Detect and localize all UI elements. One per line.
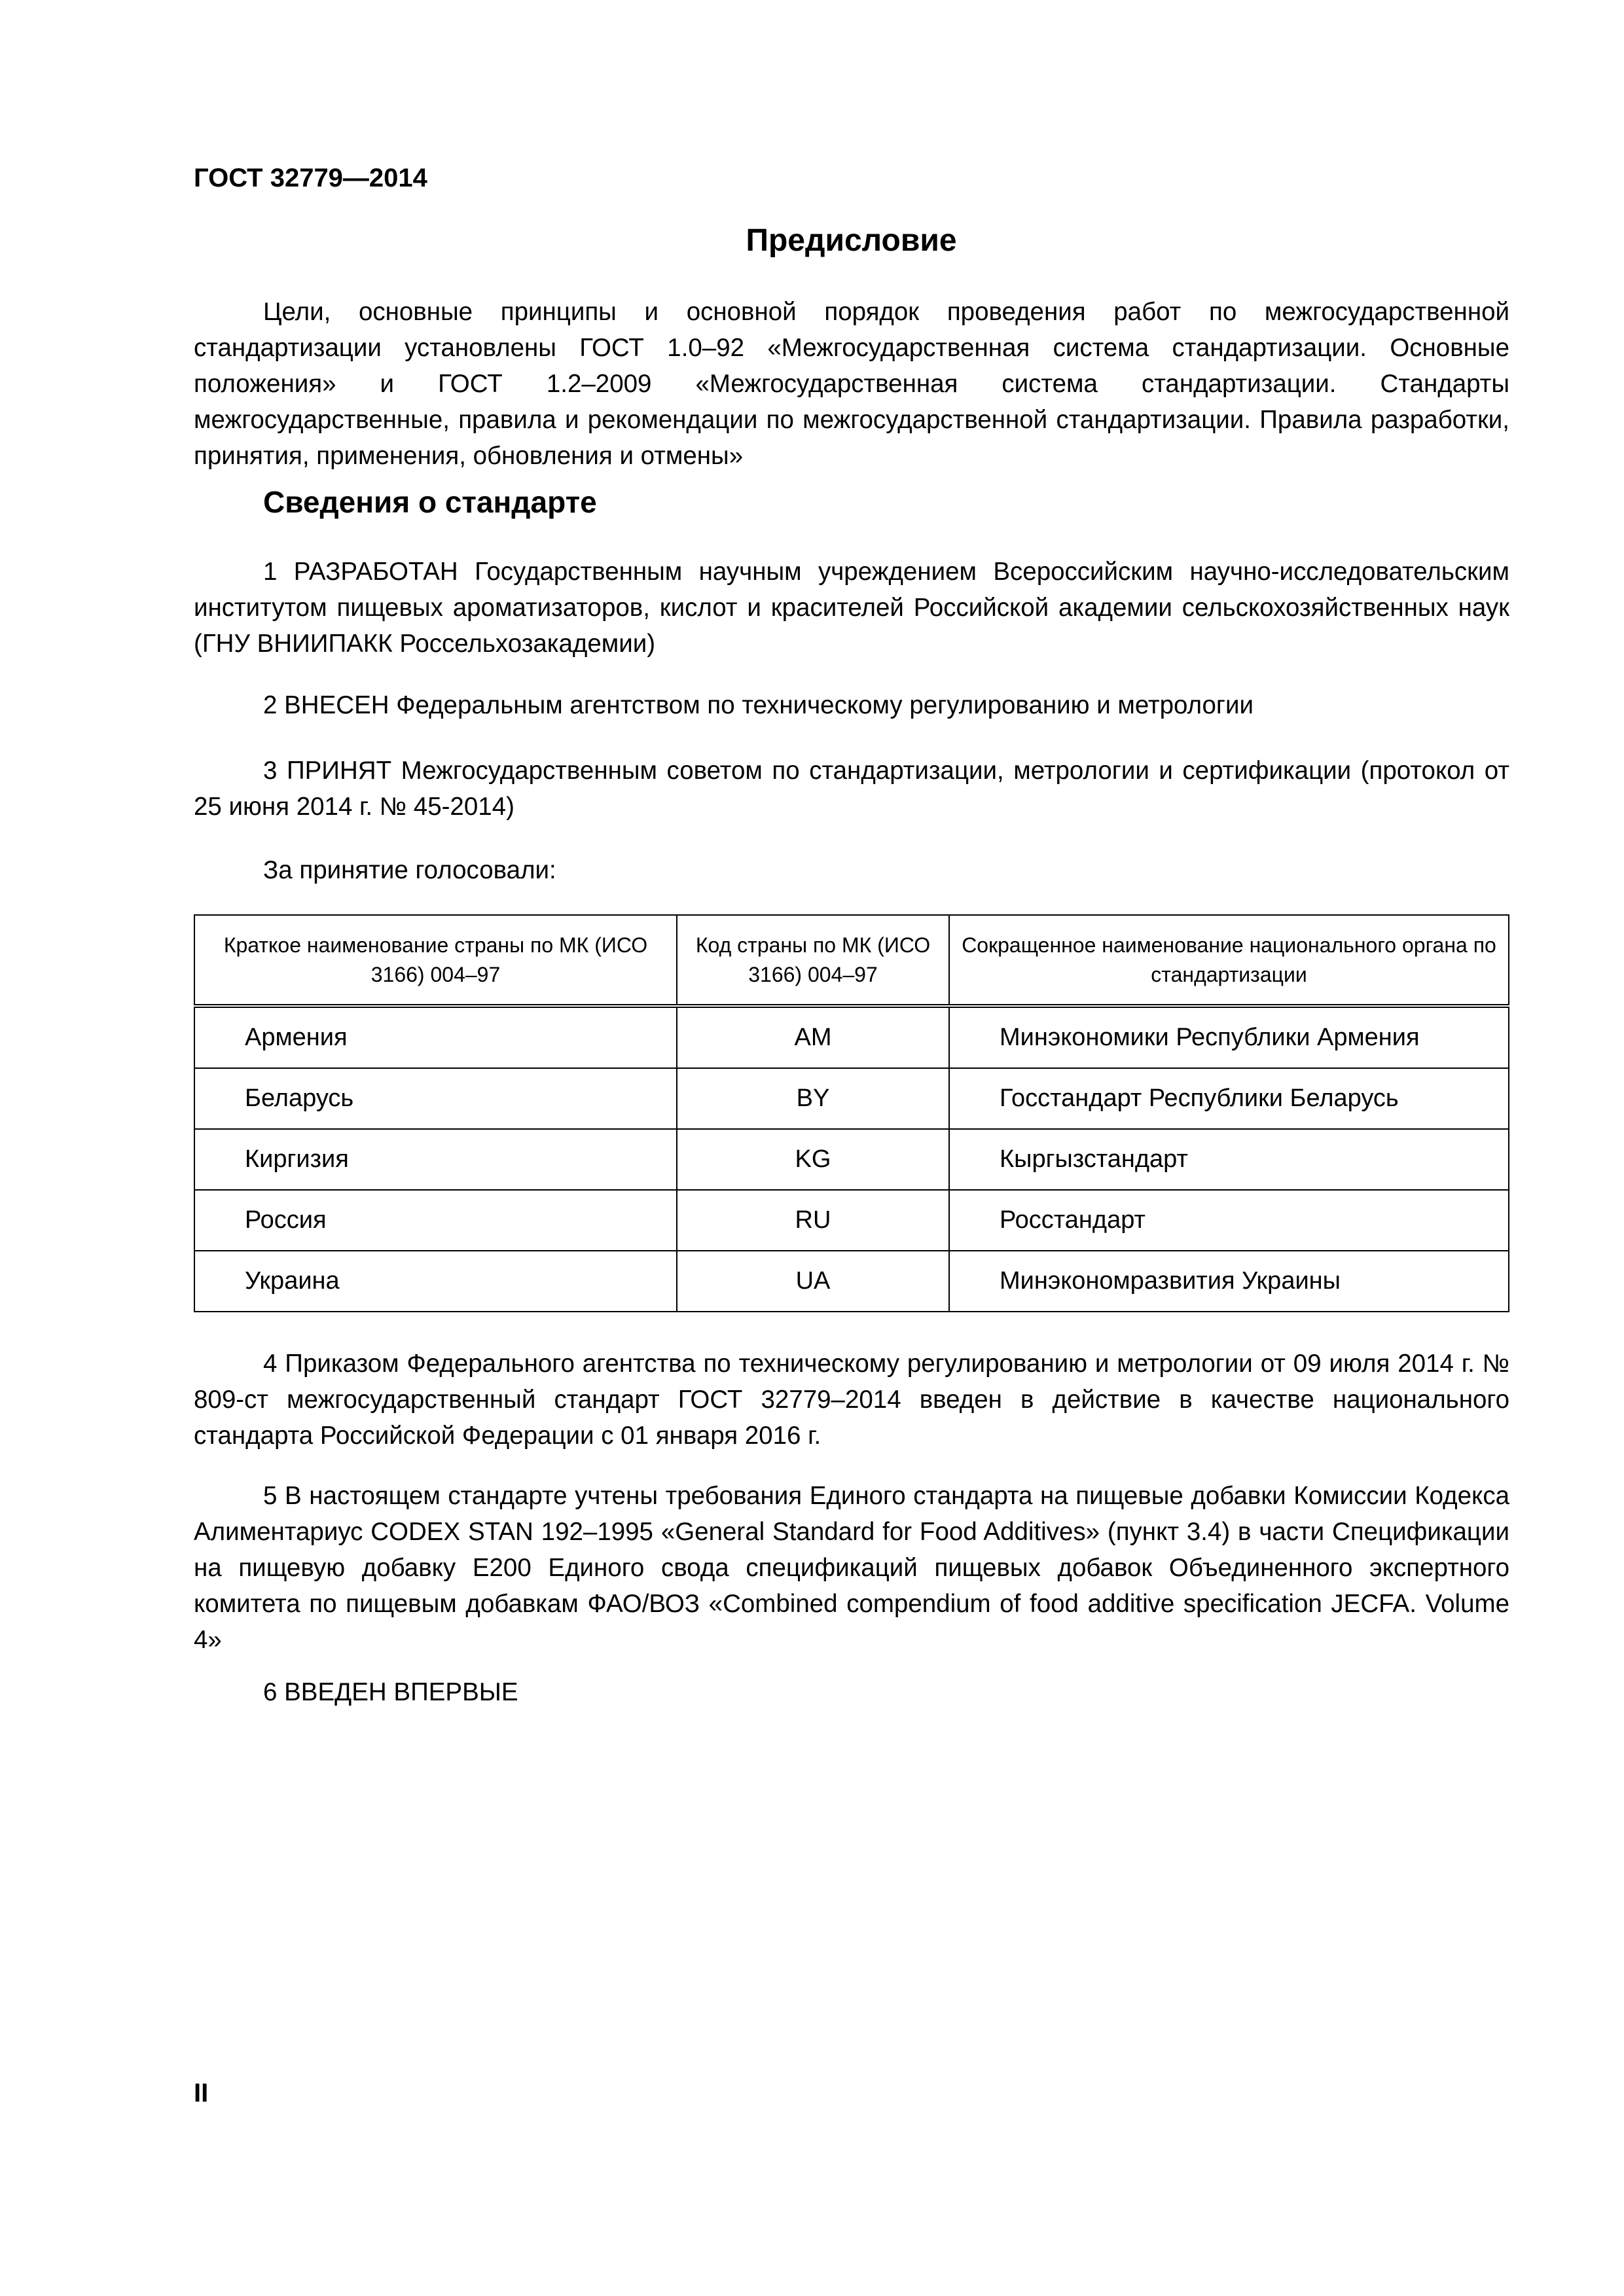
- voting-label: За принятие голосовали:: [263, 856, 556, 884]
- table-row: [194, 1129, 1509, 1190]
- cell-code: UA: [677, 1251, 949, 1312]
- item-5-paragraph: 5 В настоящем стандарте учтены требования Единого стандарта на пищевые добавки Комиссии Кодекса Алиментариус CODEX STAN 192–1995 «General Standard for Food Additives» (пункт 3.4) в части Спецификации на пищевую добавку E200 Единого свода спецификаций пищевых добавок Объединенного экспертного комитета по пищевым добавкам ФАО/ВОЗ «Combined compendium of food additive specification JECFA. Volume 4»: [194, 1482, 1509, 1654]
- cell-code: RU: [677, 1190, 949, 1251]
- page-title: Предисловие: [746, 223, 957, 258]
- header-standards-body: Сокращенное наименование национального органа по стандартизации: [949, 915, 1509, 1006]
- cell-country: Россия: [194, 1190, 677, 1251]
- table-row: [194, 1251, 1509, 1312]
- cell-country: Киргизия: [194, 1129, 677, 1190]
- cell-body: Росстандарт: [949, 1190, 1509, 1251]
- table-header-row: [194, 915, 1509, 1006]
- table-row: [194, 1068, 1509, 1129]
- table-row: [194, 1190, 1509, 1251]
- cell-country: Армения: [194, 1006, 677, 1068]
- item-6-paragraph: 6 ВВЕДЕН ВПЕРВЫЕ: [263, 1678, 518, 1706]
- cell-body: Минэкономики Республики Армения: [949, 1006, 1509, 1068]
- item-1-paragraph: 1 РАЗРАБОТАН Государственным научным учреждением Всероссийским научно-исследовательским институтом пищевых ароматизаторов, кислот и красителей Российской академии сельскохозяйственных наук (ГНУ ВНИИПАКК Россельхозакадемии): [194, 558, 1509, 658]
- cell-country: Украина: [194, 1251, 677, 1312]
- cell-code: KG: [677, 1129, 949, 1190]
- item-3-paragraph: 3 ПРИНЯТ Межгосударственным советом по стандартизации, метрологии и сертификации (протокол от 25 июня 2014 г. № 45-2014): [194, 757, 1509, 821]
- header-country-name: Краткое наименование страны по МК (ИСО 3166) 004–97: [194, 915, 677, 1006]
- doc-code-header: ГОСТ 32779—2014: [194, 164, 427, 192]
- cell-body: Минэкономразвития Украины: [949, 1251, 1509, 1312]
- header-country-code: Код страны по МК (ИСО 3166) 004–97: [677, 915, 949, 1006]
- item-2-paragraph: 2 ВНЕСЕН Федеральным агентством по техническому регулированию и метрологии: [263, 691, 1254, 719]
- cell-code: BY: [677, 1068, 949, 1129]
- cell-body: Госстандарт Республики Беларусь: [949, 1068, 1509, 1129]
- intro-paragraph: Цели, основные принципы и основной порядок проведения работ по межгосударственной стандартизации установлены ГОСТ 1.0–92 «Межгосударственная система стандартизации. Основные положения» и ГОСТ 1.2–2009 «Межгосударственная система стандартизации. Стандарты межгосударственные, правила и рекомендации по межгосударственной стандартизации. Правила разработки, принятия, применения, обновления и отмены»: [194, 298, 1509, 470]
- item-4-paragraph: 4 Приказом Федерального агентства по техническому регулированию и метрологии от 09 июля 2014 г. № 809-ст межгосударственный стандарт ГОСТ 32779–2014 введен в действие в качестве национального стандарта Российской Федерации с 01 января 2016 г.: [194, 1350, 1509, 1450]
- cell-code: AM: [677, 1006, 949, 1068]
- table-row: [194, 1006, 1509, 1068]
- cell-country: Беларусь: [194, 1068, 677, 1129]
- page-number: II: [194, 2079, 209, 2108]
- section-title: Сведения о стандарте: [263, 485, 597, 519]
- voting-table: [194, 914, 1509, 1312]
- cell-body: Кыргызстандарт: [949, 1129, 1509, 1190]
